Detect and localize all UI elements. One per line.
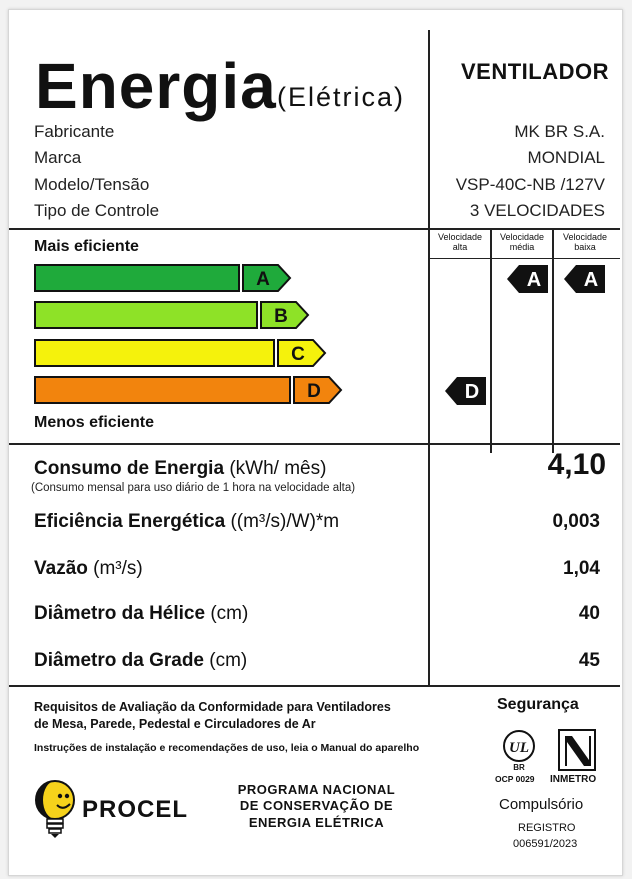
ul-text: UL [509, 740, 529, 756]
grade-bar-d [34, 376, 291, 404]
most-efficient-label: Mais eficiente [34, 238, 139, 255]
measure-divider [428, 445, 430, 685]
least-efficient-label: Menos eficiente [34, 414, 155, 431]
inmetro-mark-icon [557, 728, 597, 772]
speed-divider-2 [552, 228, 554, 453]
ul-mark-icon [496, 728, 542, 772]
procel-bulb-icon [34, 778, 80, 840]
helice-label: Diâmetro da Hélice (cm) [34, 603, 249, 624]
scale-bottom-divider [9, 443, 620, 445]
procel-name: PROCEL [82, 796, 189, 823]
vazao-label: Vazão (m³/s) [34, 558, 143, 579]
spec-value-controle: 3 VELOCIDADES [469, 201, 605, 220]
inmetro-text: INMETRO [550, 774, 597, 785]
helice-value: 40 [578, 603, 600, 624]
compulsorio-label: Compulsório [499, 796, 584, 813]
ul-country: BR [513, 763, 525, 772]
spec-label-fabricante: Fabricante [34, 122, 115, 141]
speed-header-divider [428, 258, 620, 259]
footer-divider [9, 685, 620, 687]
eficiencia-label: Eficiência Energética ((m³/s)/W)*m [34, 511, 340, 532]
spec-value-modelo: VSP-40C-NB /127V [455, 175, 605, 194]
consumo-label: Consumo de Energia (kWh/ mês) [34, 458, 327, 479]
speed-header-alta: Velocidade alta [437, 232, 483, 253]
grade-value: 45 [578, 650, 600, 671]
rating-arrow-media [507, 264, 549, 294]
consumo-value: 4,10 [547, 448, 606, 481]
spec-label-marca: Marca [34, 148, 82, 167]
grade-tag-c [277, 339, 327, 367]
spec-label-controle: Tipo de Controle [34, 201, 160, 220]
grade-tag-a [242, 264, 292, 292]
grade-letter-a: A [256, 269, 270, 290]
seguranca-label: Segurança [497, 696, 579, 713]
grade-bar-c [34, 339, 275, 367]
vazao-value: 1,04 [563, 558, 600, 579]
speed-header-baixa: Velocidade baixa [562, 232, 608, 253]
rating-arrow-baixa [564, 264, 606, 294]
rating-arrow-alta [445, 376, 487, 406]
grade-label: Diâmetro da Grade (cm) [34, 650, 248, 671]
grade-bar-b [34, 301, 258, 329]
instrucoes-text: Instruções de instalação e recomendações de uso, leia o Manual do aparelho [34, 742, 420, 754]
speed-divider-1 [490, 228, 492, 453]
eficiencia-value: 0,003 [552, 511, 600, 532]
scale-top-divider [9, 228, 620, 230]
ocp-text: OCP 0029 [495, 774, 535, 784]
grade-letter-c: C [291, 344, 305, 365]
rating-letter-media: A [526, 269, 542, 291]
grade-tag-d [293, 376, 343, 404]
label-title: Energia [35, 50, 277, 122]
grade-letter-d: D [307, 381, 321, 402]
label-subtitle: (Elétrica) [277, 82, 406, 112]
device-type: VENTILADOR [461, 59, 609, 84]
rating-letter-alta: D [464, 381, 480, 403]
energy-label [8, 9, 623, 876]
grade-tag-b [260, 301, 310, 329]
grade-letter-b: B [274, 306, 288, 327]
consumo-note: (Consumo mensal para uso diário de 1 hora na velocidade alta) [31, 482, 356, 494]
requisitos-text: Requisitos de Avaliação da Conformidade para Ventiladores de Mesa, Parede, Pedestal e Circuladores de Ar [34, 700, 391, 731]
registro-label: REGISTRO [518, 822, 576, 834]
spec-label-modelo: Modelo/Tensão [34, 175, 150, 194]
registro-number: 006591/2023 [513, 838, 578, 850]
speed-header-media: Velocidade média [499, 232, 545, 253]
programa-text: PROGRAMA NACIONAL DE CONSERVAÇÃO DE ENERGIA ELÉTRICA [237, 782, 396, 830]
grade-bar-a [34, 264, 240, 292]
spec-value-fabricante: MK BR S.A. [514, 122, 605, 141]
spec-value-marca: MONDIAL [527, 148, 605, 167]
rating-letter-baixa: A [583, 269, 599, 291]
